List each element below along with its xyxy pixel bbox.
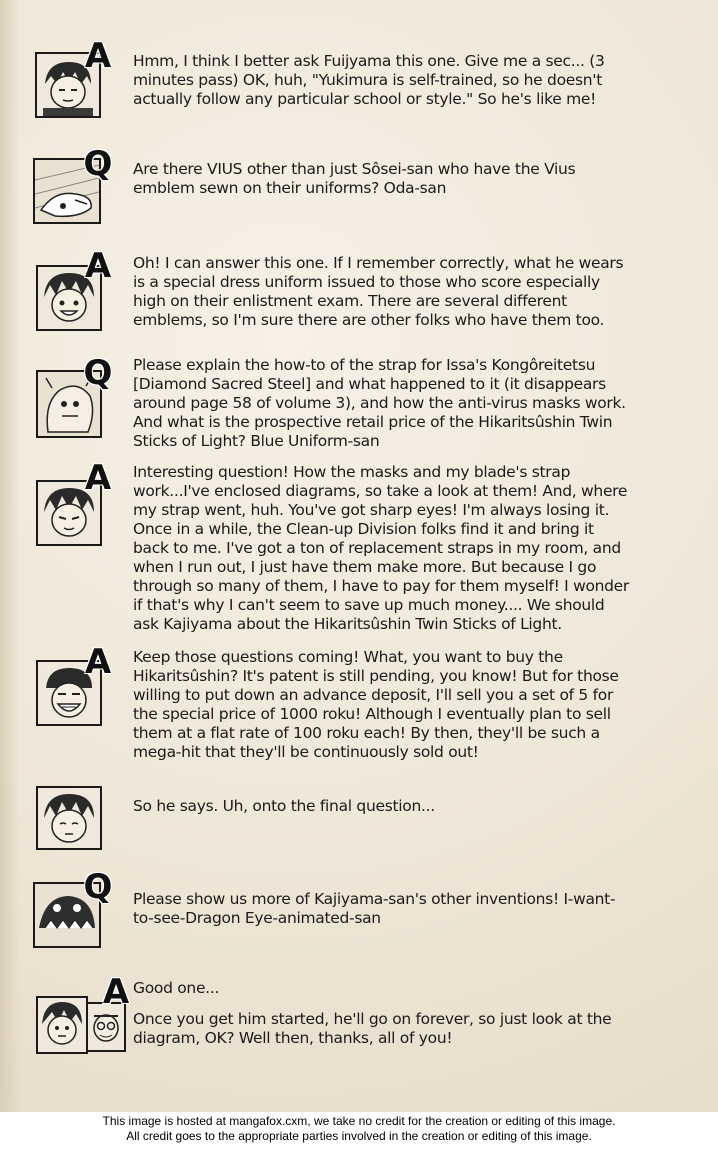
answer-badge: A	[84, 642, 112, 682]
entry-text	[133, 797, 633, 816]
credit-line: This image is hosted at mangafox.cxm, we take no credit for the creation or editing of this image.	[102, 1114, 616, 1128]
paragraph: So he says. Uh, onto the final question...	[133, 797, 435, 815]
entry-text	[133, 52, 633, 109]
entry-text	[133, 890, 633, 928]
question-badge: Q	[83, 867, 113, 907]
entry-text	[133, 648, 633, 762]
hosting-credit	[0, 1114, 718, 1144]
entry-text	[133, 356, 633, 451]
entry-text	[133, 463, 633, 634]
credit-line: All credit goes to the appropriate parties involved in the creation or editing of this image.	[126, 1129, 592, 1143]
entry-text	[133, 254, 633, 330]
paragraph: Interesting question! How the masks and my blade's strap work...I've enclosed diagrams, so take a look at them! And, where my strap went, huh. You've got sharp eyes! I'm always losing it. Once in a while, the Clean-up Division folks find it and bring it back to me. I've got a ton of replacement straps in my room, and when I run out, I just have them make more. But because I go through so many of them, I have to pay for them myself! I wonder if that's why I can't seem to save up much money.... We should ask Kajiyama about the Hikaritsûshin Twin Sticks of Light.	[133, 463, 629, 633]
entry-text	[133, 160, 633, 198]
paragraph: Are there VIUS other than just Sôsei-san who have the Vius emblem sewn on their uniforms? Oda-san	[133, 160, 576, 197]
paragraph: Keep those questions coming! What, you want to buy the Hikaritsûshin? It's patent is still pending, you know! But for those willing to put down an advance deposit, I'll sell you a set of 5 for the special price of 1000 roku! Although I eventually plan to sell them at a flat rate of 100 roku each! By then, they'll be such a mega-hit that they'll be continuously sold out!	[133, 648, 619, 761]
paragraph: Once you get him started, he'll go on forever, so just look at the diagram, OK? Well then, thanks, all of you!	[133, 1010, 612, 1047]
answer-badge: A	[84, 246, 112, 286]
question-badge: Q	[83, 144, 113, 184]
paragraph: Good one...	[133, 979, 220, 997]
paragraph: Please explain the how-to of the strap for Issa's Kongôreitetsu [Diamond Sacred Steel] and what happened to it (it disappears around page 58 of volume 3), and how the anti-virus masks work. And what is the prospective retail price of the Hikaritsûshin Twin Sticks of Light? Blue Uniform-san	[133, 356, 626, 450]
paragraph: Oh! I can answer this one. If I remember correctly, what he wears is a special dress uniform issued to those who score especially high on their enlistment exam. There are several different emblems, so I'm sure there are other folks who have them too.	[133, 254, 624, 329]
entry-text	[133, 979, 633, 1048]
paragraph: Please show us more of Kajiyama-san's other inventions! I-want-to-see-Dragon Eye-animated-san	[133, 890, 616, 927]
character-portrait-icon	[36, 996, 88, 1054]
question-badge: Q	[83, 353, 113, 393]
answer-badge: A	[84, 458, 112, 498]
paragraph: Hmm, I think I better ask Fuijyama this one. Give me a sec... (3 minutes pass) OK, huh, "Yukimura is self-trained, so he doesn't actually follow any particular school or style." So he's like me!	[133, 52, 605, 108]
answer-badge: A	[84, 36, 112, 76]
answer-badge: A	[102, 972, 130, 1012]
character-portrait-icon	[36, 786, 102, 850]
